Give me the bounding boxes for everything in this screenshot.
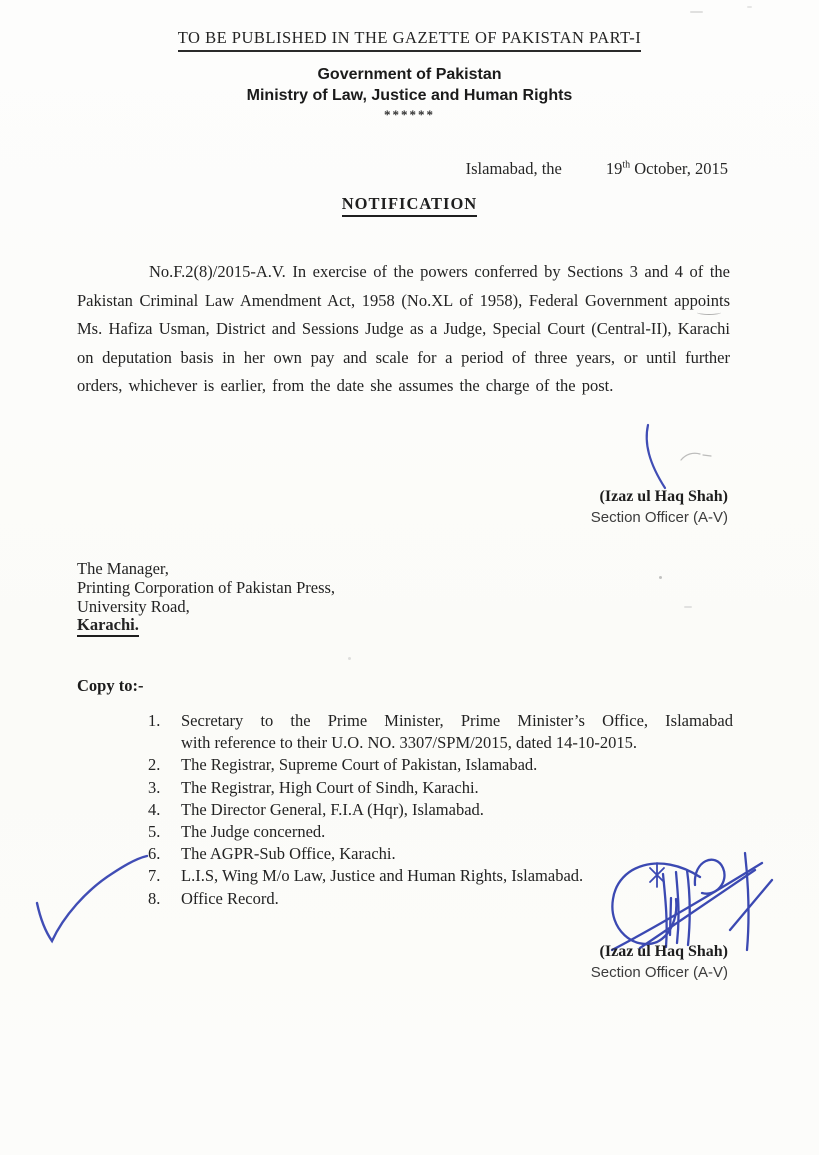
- ministry-line: Ministry of Law, Justice and Human Rights: [246, 87, 573, 104]
- signatory-designation: Section Officer (A-V): [590, 509, 728, 526]
- copy-to-item: [148, 821, 733, 843]
- copy-to-item: [148, 799, 733, 821]
- dateline-place: Islamabad, the: [465, 159, 562, 178]
- dateline-month-year: October, 2015: [630, 159, 728, 178]
- copy-to-label: Copy to:-: [77, 676, 144, 695]
- item-number: 6.: [148, 844, 161, 864]
- copy-to-item: [148, 777, 733, 799]
- dateline-ordinal: th: [622, 159, 631, 171]
- scan-speck: [697, 310, 721, 315]
- item-text-line: Office Record.: [181, 888, 279, 908]
- item-text-line: with reference to their U.O. NO. 3307/SPM/2015, dated 14-10-2015.: [181, 733, 637, 753]
- copy-to-item: [148, 865, 733, 887]
- item-number: 8.: [148, 888, 161, 908]
- item-number: 5.: [148, 822, 161, 842]
- copy-to-list: [148, 710, 733, 910]
- scan-speck: [659, 576, 662, 579]
- signatory-name: (Izaz ul Haq Shah): [599, 943, 728, 960]
- signatory-name: (Izaz ul Haq Shah): [599, 488, 728, 505]
- item-number: 3.: [148, 777, 161, 797]
- item-text-line: Secretary to the Prime Minister, Prime Minister’s Office, Islamabad: [181, 711, 733, 730]
- copy-to-item: [148, 843, 733, 865]
- copy-to-item: [148, 754, 733, 776]
- item-text-line: The Judge concerned.: [181, 822, 326, 842]
- notification-heading: [0, 194, 819, 217]
- pen-flick-mark: [681, 453, 711, 460]
- copy-to-item: [148, 710, 733, 754]
- scan-speck: [684, 606, 692, 608]
- item-text-line: L.I.S, Wing M/o Law, Justice and Human Rights, Islamabad.: [181, 866, 584, 886]
- item-number: 1.: [148, 711, 161, 730]
- issuing-authority-block: [0, 64, 819, 122]
- addressee-block: [77, 560, 335, 637]
- addressee-line: University Road,: [77, 596, 190, 616]
- item-text-line: The Registrar, High Court of Sindh, Karachi.: [181, 777, 479, 797]
- item-number: 7.: [148, 866, 161, 886]
- item-text-line: The Director General, F.I.A (Hqr), Islamabad.: [181, 799, 484, 819]
- scan-speck: [348, 657, 351, 660]
- scan-speck: [690, 11, 703, 13]
- gazette-publication-header-text: TO BE PUBLISHED IN THE GAZETTE OF PAKISTAN PART-I: [178, 28, 641, 52]
- notification-body-paragraph: No.F.2(8)/2015-A.V. In exercise of the powers conferred by Sections 3 and 4 of the Pakistan Criminal Law Amendment Act, 1958 (No.XL of 1958), Federal Government appoints Ms. Hafiza Usman, District and Sessions Judge as a Judge, Special Court (Central-II), Karachi on deputation basis in her own pay and scale for a period of three years, or until further orders, whichever is earlier, from the date she assumes the charge of the post.: [77, 262, 730, 396]
- item-text-line: The AGPR-Sub Office, Karachi.: [181, 844, 396, 864]
- government-line: Government of Pakistan: [317, 66, 502, 83]
- scan-speck: [747, 6, 752, 8]
- addressee-line: Printing Corporation of Pakistan Press,: [77, 577, 336, 597]
- copy-to-item: [148, 888, 733, 910]
- signatory-block-bottom: [0, 941, 819, 983]
- addressee-city: Karachi.: [77, 616, 139, 637]
- dateline: [0, 159, 819, 179]
- item-text-line: The Registrar, Supreme Court of Pakistan, Islamabad.: [181, 755, 538, 775]
- star-separator: ******: [384, 107, 435, 122]
- notification-heading-text: NOTIFICATION: [342, 194, 477, 217]
- item-number: 4.: [148, 799, 161, 819]
- item-number: 2.: [148, 755, 161, 775]
- gazette-publication-header: [0, 28, 819, 52]
- signatory-designation: Section Officer (A-V): [590, 964, 728, 981]
- dateline-day: 19: [605, 159, 623, 178]
- signatory-block-top: [0, 486, 819, 528]
- addressee-line: The Manager,: [77, 559, 169, 578]
